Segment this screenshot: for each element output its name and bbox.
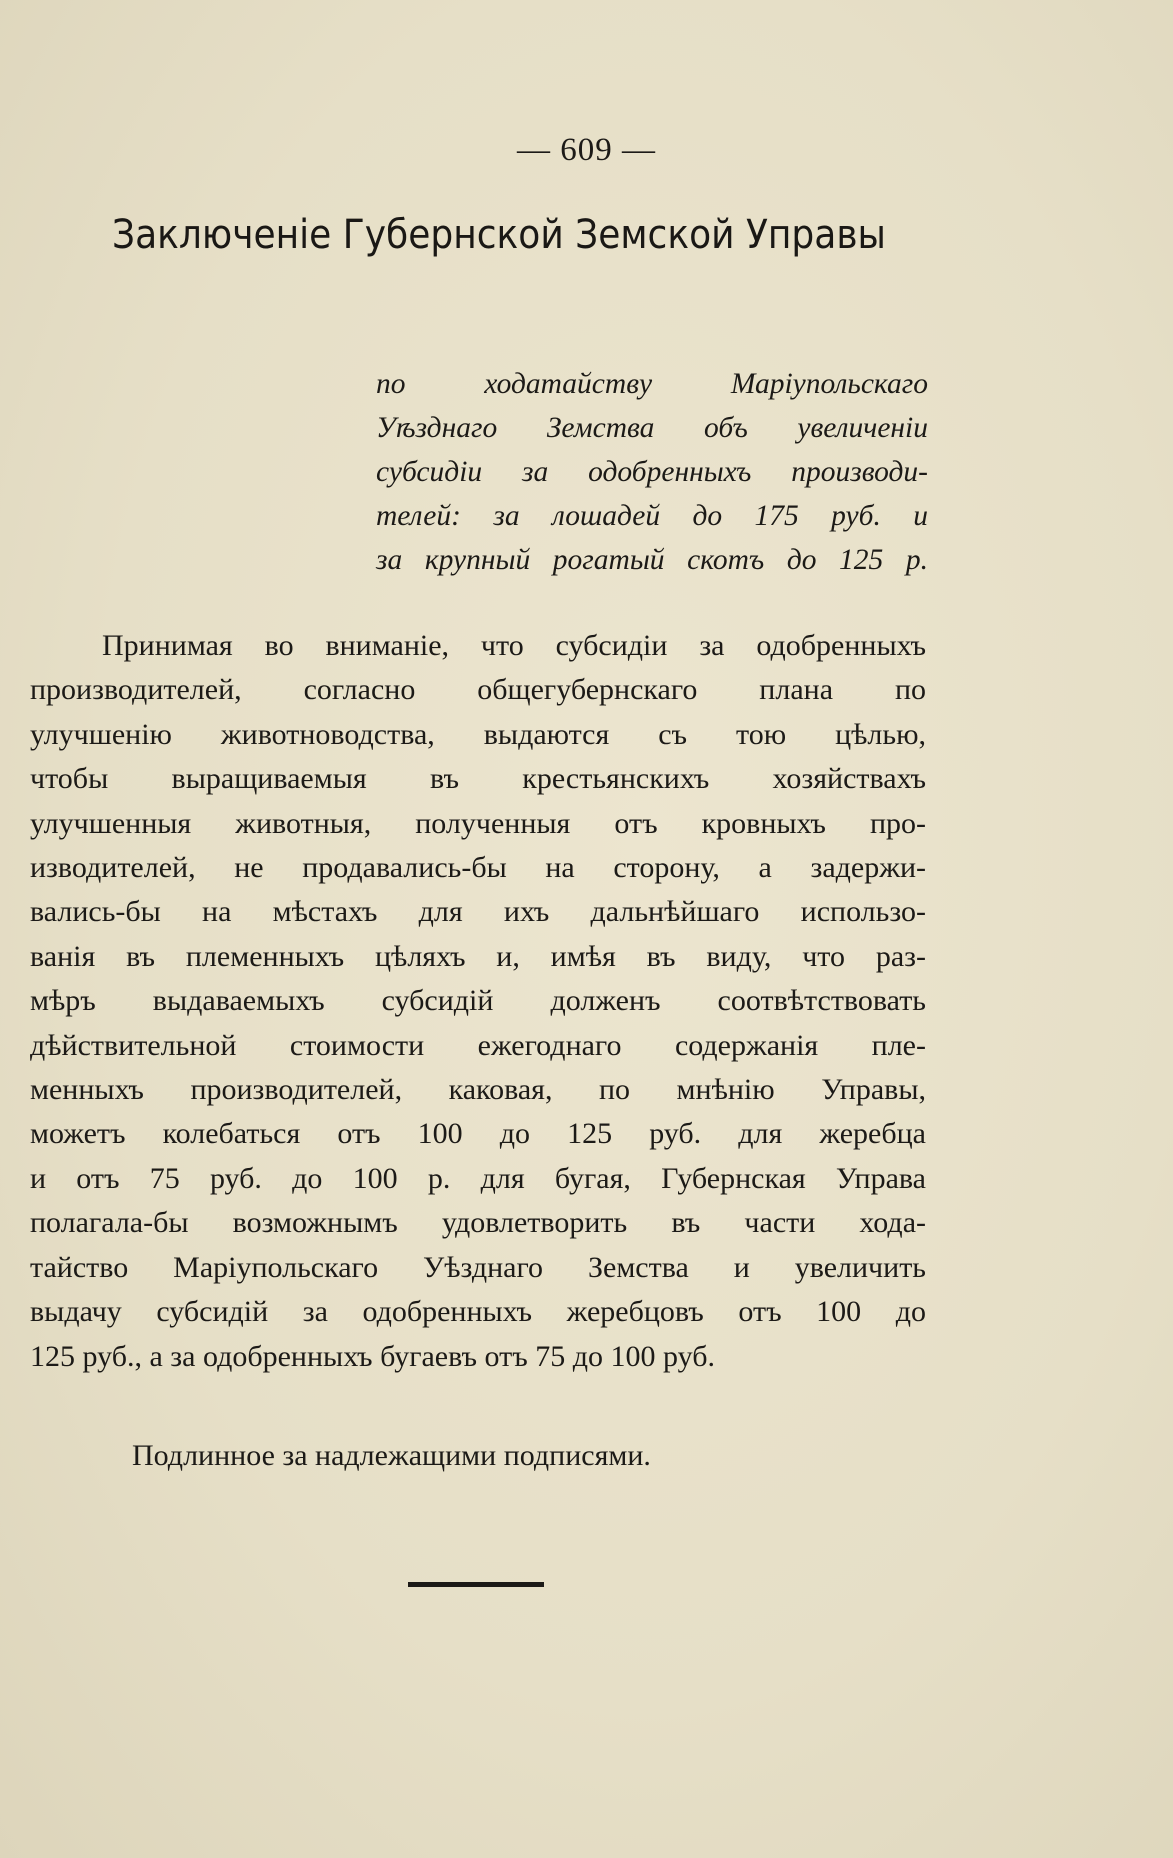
document-title: Заключеніе Губернской Земской Управы bbox=[112, 212, 886, 258]
closing-rule bbox=[408, 1582, 544, 1587]
body-paragraph bbox=[30, 624, 926, 1379]
body-line: полагала-бы возможнымъ удовлетворить въ части хода- bbox=[30, 1206, 926, 1240]
body-line: изводителей, не продавались-бы на сторону, а задержи- bbox=[30, 851, 926, 885]
body-line: чтобы выращиваемыя въ крестьянскихъ хозяйствахъ bbox=[30, 762, 926, 796]
body-line: и отъ 75 руб. до 100 р. для бугая, Губернская Управа bbox=[30, 1161, 926, 1195]
subtitle-block bbox=[376, 362, 928, 582]
body-line: улучшенныя животныя, полученныя отъ кровныхъ про- bbox=[30, 806, 926, 840]
subtitle-line: за крупный рогатый скотъ до 125 р. bbox=[376, 544, 928, 576]
body-line: менныхъ производителей, каковая, по мнѣнію Управы, bbox=[30, 1073, 926, 1107]
body-line: вались-бы на мѣстахъ для ихъ дальнѣйшаго использо- bbox=[30, 895, 926, 929]
body-line: мѣръ выдаваемыхъ субсидій долженъ соотвѣтствовать bbox=[30, 984, 926, 1018]
body-line: тайство Маріупольскаго Уѣзднаго Земства и увеличить bbox=[30, 1250, 926, 1284]
body-line: 125 руб., а за одобренныхъ бугаевъ отъ 75 до 100 руб. bbox=[30, 1339, 716, 1373]
subtitle-line: телей: за лошадей до 175 руб. и bbox=[376, 500, 928, 532]
body-line: можетъ колебаться отъ 100 до 125 руб. для жеребца bbox=[30, 1117, 926, 1151]
body-line: улучшенію животноводства, выдаются съ тою цѣлью, bbox=[30, 717, 926, 751]
body-line: Принимая во вниманіе, что субсидіи за одобренныхъ bbox=[102, 629, 926, 662]
closing-note: Подлинное за надлежащими подписями. bbox=[132, 1439, 651, 1472]
body-line: ванія въ племенныхъ цѣляхъ и, имѣя въ виду, что раз- bbox=[30, 939, 926, 973]
body-line: выдачу субсидій за одобренныхъ жеребцовъ отъ 100 до bbox=[30, 1295, 926, 1329]
body-line: производителей, согласно общегубернскаго плана по bbox=[30, 673, 926, 707]
body-line: дѣйствительной стоимости ежегоднаго содержанія пле- bbox=[30, 1028, 926, 1062]
page-number: — 609 — bbox=[517, 132, 656, 168]
subtitle-line: по ходатайству Маріупольскаго bbox=[376, 368, 928, 400]
subtitle-line: Уѣзднаго Земства объ увеличеніи bbox=[376, 412, 928, 444]
subtitle-line: субсидіи за одобренныхъ производи- bbox=[376, 456, 928, 488]
